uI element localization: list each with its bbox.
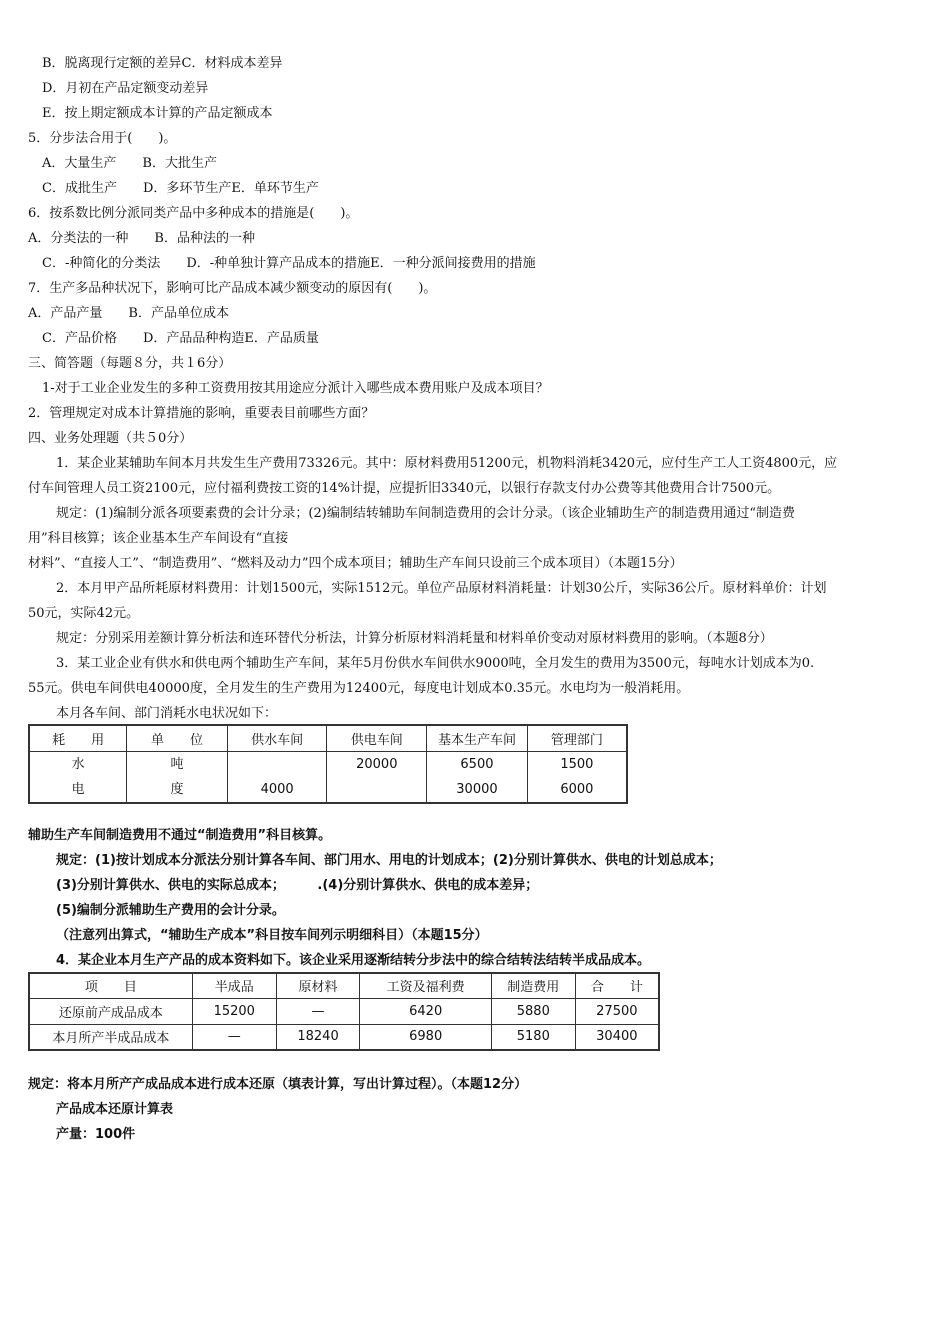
question-line: 5．分步法合用于( )。 [28, 131, 177, 146]
paragraph-line: 55元。供电车间供电40000度，全月发生的生产费用为12400元，每度电计划成本0.35元。水电均为一般消耗用。 [28, 681, 690, 696]
option-line: C．-种简化的分类法 D．-种单独计算产品成本的措施E．一种分派间接费用的措施 [42, 256, 536, 271]
requirement-line: （注意列出算式，“辅助生产成本”科目按车间列示明细科目）（本题15分） [56, 928, 488, 943]
consumption-table [28, 724, 628, 804]
option-line: D．月初在产品定额变动差异 [42, 81, 209, 96]
question-line: 6．按系数比例分派同类产品中多种成本的措施是( )。 [28, 206, 359, 221]
table-cell: 还原前产成品成本 [29, 998, 192, 1024]
table-cell: — [192, 1024, 276, 1050]
table-cell: 电 [71, 781, 85, 797]
table-row [29, 751, 627, 803]
question-line: 4．某企业本月生产产品的成本资料如下。该企业采用逐渐结转分步法中的综合结转法结转半成品成本。 [56, 953, 651, 968]
section-heading: 四、业务处理题（共５0分） [28, 431, 193, 446]
paragraph-line: 用”科目核算；该企业基本生产车间设有“直接 [28, 531, 289, 546]
table-cell: 27500 [575, 998, 659, 1024]
option-line: A．分类法的一种 B．品种法的一种 [28, 231, 255, 246]
question-line: 2．管理规定对成本计算措施的影响，重要表目前哪些方面？ [28, 406, 375, 421]
option-line: C．产品价格 D．产品品种构造E．产品质量 [42, 331, 319, 346]
paragraph-line: 规定：(1)编制分派各项要素费的会计分录；(2)编制结转辅助车间制造费用的会计分录。（该企业辅助生产的制造费用通过“制造费 [56, 506, 795, 521]
option-line: A．产品产量 B．产品单位成本 [28, 306, 229, 321]
paragraph-line: 本月各车间、部门消耗水电状况如下： [56, 706, 278, 721]
table-header-cell: 供水车间 [227, 725, 327, 751]
table-header-cell: 工资及福利费 [360, 973, 492, 998]
table-cell [327, 777, 426, 802]
table-header-cell: 半成品 [192, 973, 276, 998]
table-cell: 6000 [560, 781, 594, 797]
table-cell: 6500 [460, 756, 494, 772]
table-title: 产品成本还原计算表 [56, 1102, 174, 1117]
section-heading: 三、简答题（每题８分，共１6分） [28, 356, 232, 371]
table-header-cell: 制造费用 [491, 973, 575, 998]
paragraph-line: 2．本月甲产品所耗原材料费用：计划1500元，实际1512元。单位产品原材料消耗量：计划30公斤，实际36公斤。原材料单价：计划 [56, 581, 827, 596]
paragraph-line: 50元，实际42元。 [28, 606, 140, 621]
paragraph-line: 材料”、“直接人工”、“制造费用”、“燃料及动力”四个成本项目；辅助生产车间只设前三个成本项目）（本题15分） [28, 556, 683, 571]
table-header-row [29, 725, 627, 751]
paragraph-line: 付车间管理人员工资2100元，应付福利费按工资的14%计提，应提折旧3340元，以银行存款支付办公费等其他费用合计7500元。 [28, 481, 781, 496]
note-line: 辅助生产车间制造费用不通过“制造费用”科目核算。 [28, 828, 332, 843]
table-cell: 18240 [276, 1024, 360, 1050]
paragraph-line: 1．某企业某辅助车间本月共发生生产费用73326元。其中：原材料费用51200元，机物料消耗3420元，应付生产工人工资4800元，应 [56, 456, 838, 471]
table-row [29, 1024, 659, 1050]
table-cell: 吨 [170, 756, 184, 772]
table-cell [228, 752, 327, 777]
table-row [29, 998, 659, 1024]
table-header-cell: 合 计 [575, 973, 659, 998]
paragraph-line: 3．某工业企业有供水和供电两个辅助生产车间，某年5月份供水车间供水9000吨，全月发生的费用为3500元，每吨水计划成本为0. [56, 656, 815, 671]
table-header-cell: 单 位 [127, 725, 228, 751]
requirement-line: 规定：(1)按计划成本分派法分别计算各车间、部门用水、用电的计划成本；(2)分别计算供水、供电的计划总成本； [56, 853, 722, 868]
table-cell: — [276, 998, 360, 1024]
cost-table [28, 972, 660, 1051]
table-header-cell: 耗 用 [29, 725, 127, 751]
option-line: A．大量生产 B．大批生产 [42, 156, 217, 171]
table-header-cell: 项 目 [29, 973, 192, 998]
option-line: E．按上期定额成本计算的产品定额成本 [42, 106, 273, 121]
table-cell: 6980 [360, 1024, 492, 1050]
question-line: 7．生产多品种状况下，影响可比产品成本减少额变动的原因有( )。 [28, 281, 437, 296]
table-cell: 4000 [260, 781, 294, 797]
table-header-cell: 供电车间 [327, 725, 427, 751]
option-line: C．成批生产 D．多环节生产E．单环节生产 [42, 181, 319, 196]
requirement-line: (3)分别计算供水、供电的实际总成本； .(4)分别计算供水、供电的成本差异； [56, 878, 539, 893]
table-cell: 5180 [491, 1024, 575, 1050]
requirement-line: (5)编制分派辅助生产费用的会计分录。 [56, 903, 285, 918]
table-cell: 本月所产半成品成本 [29, 1024, 192, 1050]
table-cell: 1500 [560, 756, 594, 772]
table-header-row [29, 973, 659, 998]
table-header-cell: 原材料 [276, 973, 360, 998]
table-cell: 15200 [192, 998, 276, 1024]
question-line: 1-对于工业企业发生的多种工资费用按其用途应分派计入哪些成本费用账户及成本项目？ [42, 381, 549, 396]
table-cell: 30400 [575, 1024, 659, 1050]
table-header-cell: 基本生产车间 [427, 725, 528, 751]
table-cell: 20000 [356, 756, 398, 772]
paragraph-line: 规定：分别采用差额计算分析法和连环替代分析法，计算分析原材料消耗量和材料单价变动对原材料费用的影响。（本题8分） [56, 631, 773, 646]
requirement-line: 规定：将本月所产产成品成本进行成本还原（填表计算，写出计算过程）。（本题12分） [28, 1077, 528, 1092]
table-cell: 30000 [456, 781, 498, 797]
table-cell: 5880 [491, 998, 575, 1024]
quantity-line: 产量：100件 [56, 1127, 136, 1142]
table-cell: 水 [71, 756, 85, 772]
option-line: B．脱离现行定额的差异C．材料成本差异 [42, 56, 283, 71]
table-cell: 度 [170, 781, 184, 797]
table-cell: 6420 [360, 998, 492, 1024]
table-header-cell: 管理部门 [527, 725, 627, 751]
